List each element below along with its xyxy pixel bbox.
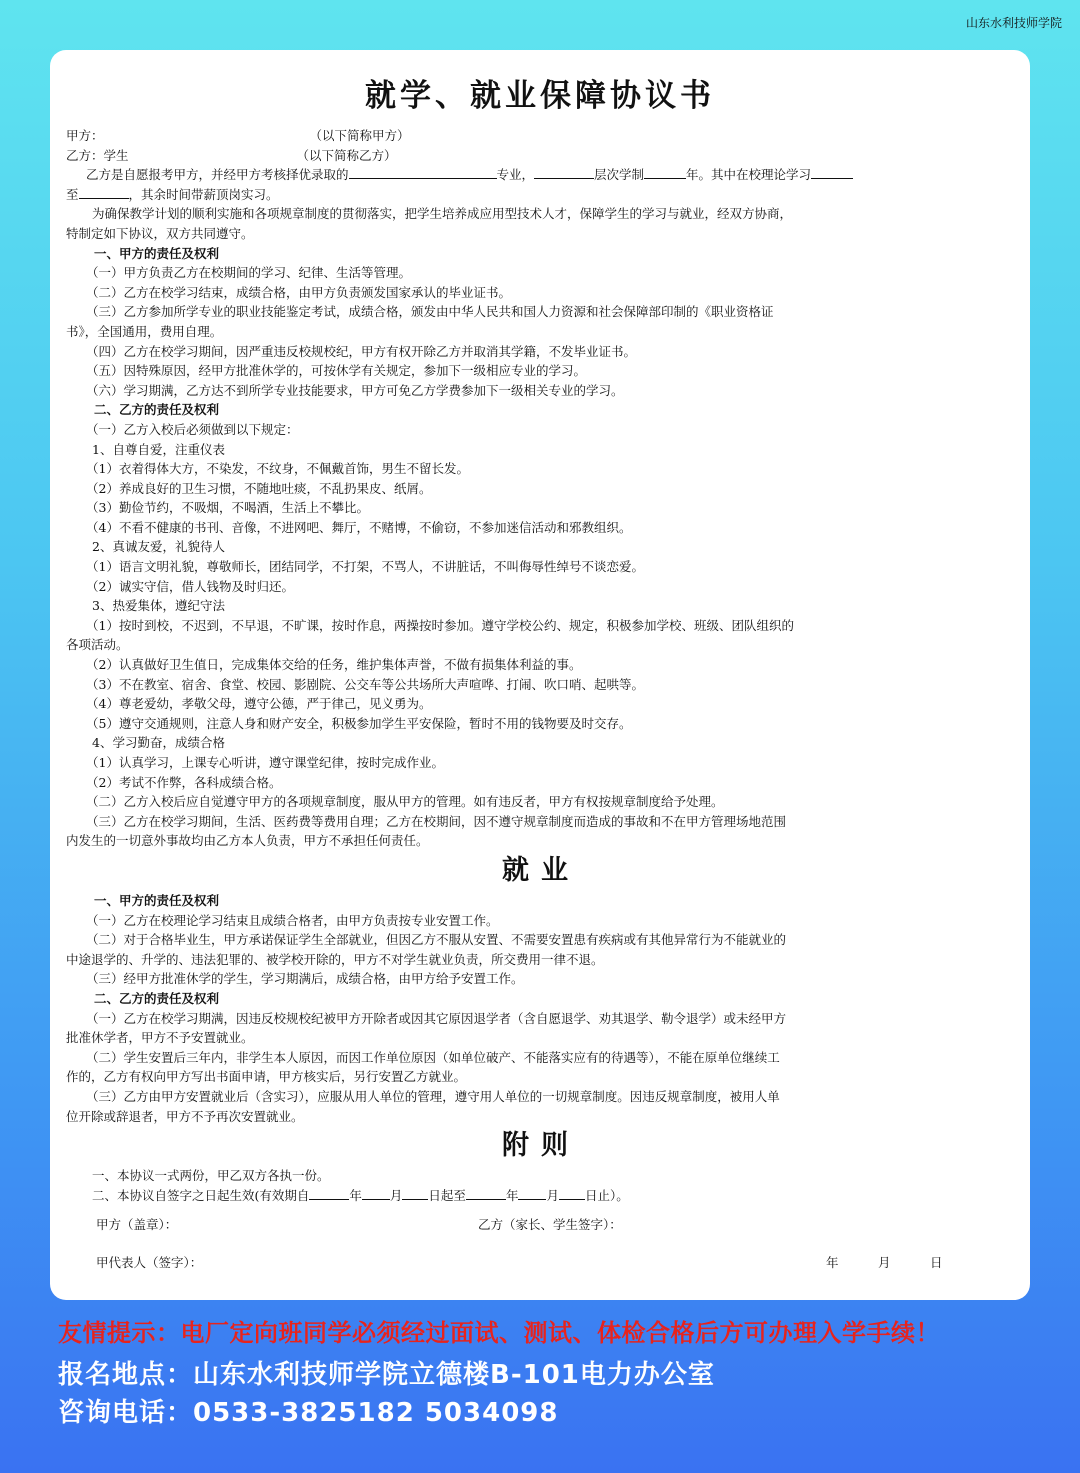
study-a2: （二）乙方在校学习结束，成绩合格，由甲方负责颁发国家承认的毕业证书。: [86, 284, 512, 300]
intro-text: 年。其中在校理论学习: [686, 167, 812, 183]
study-b0: （一）乙方入校后必须做到以下规定：: [86, 421, 299, 437]
year-text: 年: [505, 1187, 519, 1203]
rule-1-2: （2）养成良好的卫生习惯，不随地吐痰，不乱扔果皮、纸屑。: [86, 480, 432, 496]
study-a1: （一）甲方负责乙方在校期间的学习、纪律、生活等管理。: [86, 265, 412, 281]
rule-2-2: （2）诚实守信，借人钱物及时归还。: [86, 578, 294, 594]
rule-3-1-line2: 各项活动。: [66, 637, 129, 653]
rule-group-3: 3、热爱集体，遵纪守法: [92, 598, 225, 614]
employment-a2-line2: 中途退学的、升学的、违法犯罪的、被学校开除的，甲方不对学生就业负责，所交费用一律不退。: [66, 951, 604, 967]
start-year-blank[interactable]: [309, 1186, 349, 1200]
employment-b3-line2: 位开除或辞退者，甲方不予再次安置就业。: [66, 1108, 304, 1124]
intro-text: 至: [66, 186, 79, 202]
appendix-r1: 一、本协议一式两份，甲乙双方各执一份。: [92, 1168, 330, 1184]
rule-2-1: （1）语言文明礼貌，尊敬师长，团结同学，不打架，不骂人，不讲脏话，不叫侮辱性绰号不谈恋爱。: [86, 559, 644, 575]
study-party-b-heading: 二、乙方的责任及权利: [94, 402, 220, 418]
rule-3-4: （4）尊老爱幼，孝敬父母，遵守公德，严于律己，见义勇为。: [86, 696, 432, 712]
party-a-line: [66, 126, 1016, 146]
friendly-tip: 友情提示：电厂定向班同学必须经过面试、测试、体检合格后方可办理入学手续！: [58, 1319, 940, 1347]
purpose-line-2: 特制定如下协议，双方共同遵守。: [66, 225, 254, 241]
study-b3-line2: 内发生的一切意外事故均由乙方本人负责，甲方不承担任何责任。: [66, 833, 429, 849]
start-day-blank[interactable]: [402, 1186, 428, 1200]
school-name-tag: 山东水利技师学院: [965, 16, 1062, 30]
party-b-sign-label: 乙方（家长、学生签字）：: [478, 1217, 622, 1233]
study-a3-line2: 书》，全国通用，费用自理。: [66, 323, 223, 339]
rule-3-1-line1: （1）按时到校，不迟到，不早退，不旷课，按时作息，两操按时参加。遵守学校公约、规定，积极参加学校、班级、团队组织的: [86, 617, 794, 633]
party-a-label: 甲方：: [66, 128, 104, 143]
employment-b2-line1: （二）学生安置后三年内，非学生本人原因，而因工作单位原因（如单位破产、不能落实应有的待遇等），不能在原单位继续工: [86, 1049, 780, 1065]
intro-line-1: [66, 165, 1016, 185]
intro-text: 专业，: [496, 167, 535, 183]
appendix-section-title: 附则: [502, 1130, 580, 1162]
rule-3-3: （3）不在教室、宿舍、食堂、校园、影剧院、公交车等公共场所大声喧哗、打闹、吹口哨、起哄等。: [86, 676, 644, 692]
employment-b3-line1: （三）乙方由甲方安置就业后（含实习），应服从用人单位的管理，遵守用人单位的一切规章制度。因违反规章制度，被用人单: [86, 1088, 780, 1104]
agreement-title: 就学、就业保障协议书: [365, 78, 715, 114]
signature-row: [66, 1205, 1016, 1243]
employment-a2-line1: （二）对于合格毕业生，甲方承诺保证学生全部就业，但因乙方不服从安置、不需要安置患有疾病或有其他异常行为不能就业的: [86, 932, 787, 948]
party-b-note: （以下简称乙方）: [296, 147, 397, 163]
study-b3-line1: （三）乙方在校学习期间，生活、医药费等费用自理；乙方在校期间，因不遵守规章制度而造成的事故和不在甲方管理场地范围: [86, 813, 787, 829]
intro-line-2: [66, 185, 1016, 205]
employment-party-a-heading: 一、甲方的责任及权利: [94, 892, 220, 908]
month-text: 月: [546, 1187, 559, 1203]
representative-row: [66, 1243, 1016, 1281]
employment-a3: （三）经甲方批准休学的学生，学习期满后，成绩合格，由甲方给予安置工作。: [86, 971, 524, 987]
employment-section-title: 就业: [502, 854, 580, 886]
level-blank[interactable]: [534, 165, 594, 179]
theory-start-blank[interactable]: [811, 165, 853, 179]
registration-address: 报名地点：山东水利技师学院立德楼B-101电力办公室: [58, 1360, 715, 1390]
intro-text: 层次学制: [594, 167, 645, 183]
employment-b1-line2: 批准休学者，甲方不予安置就业。: [66, 1030, 254, 1046]
intro-text: 乙方是自愿报考甲方，并经甲方考核择优录取的: [86, 167, 349, 183]
rule-1-1: （1）衣着得体大方，不染发，不纹身，不佩戴首饰，男生不留长发。: [86, 461, 469, 477]
party-a-seal-label: 甲方（盖章）：: [96, 1217, 178, 1233]
party-a-note: （以下简称甲方）: [309, 128, 410, 143]
date-year-label: 年: [826, 1255, 839, 1271]
employment-party-b-heading: 二、乙方的责任及权利: [94, 990, 220, 1006]
end-day-blank[interactable]: [559, 1186, 585, 1200]
date-day-label: 日: [930, 1255, 943, 1271]
validity-text: 二、本协议自签字之日起生效(有效期自: [92, 1187, 310, 1203]
purpose-line-1: 为确保教学计划的顺利实施和各项规章制度的贯彻落实，把学生培养成应用型技术人才，保障学生的学习与就业，经双方协商，: [92, 206, 793, 222]
rule-3-5: （5）遵守交通规则，注意人身和财产安全，积极参加学生平安保险，暂时不用的钱物要及时交存。: [86, 715, 632, 731]
month-text: 月: [389, 1187, 403, 1203]
major-blank[interactable]: [349, 165, 497, 179]
rule-1-3: （3）勤俭节约，不吸烟，不喝酒，生活上不攀比。: [86, 500, 369, 516]
end-year-blank[interactable]: [466, 1186, 506, 1200]
rule-group-2: 2、真诚友爱，礼貌待人: [92, 539, 225, 555]
party-b-label: 乙方：学生: [66, 147, 129, 163]
day-from-text: 日起至: [428, 1187, 466, 1203]
agreement-paper: [50, 50, 1030, 1300]
agreement-body: [66, 126, 1016, 1281]
day-end-text: 日止）。: [584, 1187, 629, 1203]
rule-group-1: 1、自尊自爱，注重仪表: [92, 441, 225, 457]
rule-group-4: 4、学习勤奋，成绩合格: [92, 735, 225, 751]
years-blank[interactable]: [644, 165, 686, 179]
theory-end-blank[interactable]: [79, 185, 129, 199]
end-month-blank[interactable]: [518, 1186, 546, 1200]
date-month-label: 月: [878, 1255, 891, 1271]
consult-phone: 咨询电话：0533-3825182 5034098: [58, 1398, 559, 1428]
party-b-line: [66, 146, 1016, 166]
rule-4-2: （2）考试不作弊，各科成绩合格。: [86, 774, 282, 790]
employment-b2-line2: 作的，乙方有权向甲方写出书面申请，甲方核实后，另行安置乙方就业。: [66, 1069, 467, 1085]
rule-4-1: （1）认真学习，上课专心听讲，遵守课堂纪律，按时完成作业。: [86, 755, 444, 770]
employment-a1: （一）乙方在校理论学习结束且成绩合格者，由甲方负责按专业安置工作。: [86, 912, 499, 928]
appendix-r2: [66, 1186, 1016, 1206]
year-text: 年: [349, 1187, 362, 1203]
study-a5: （五）因特殊原因，经甲方批准休学的，可按休学有关规定，参加下一级相应专业的学习。: [86, 363, 587, 379]
study-a4: （四）乙方在校学习期间，因严重违反校规校纪，甲方有权开除乙方并取消其学籍，不发毕业证书。: [86, 343, 637, 359]
study-party-a-heading: 一、甲方的责任及权利: [94, 245, 220, 261]
rule-3-2: （2）认真做好卫生值日，完成集体交给的任务，维护集体声誉，不做有损集体利益的事。: [86, 657, 582, 673]
start-month-blank[interactable]: [362, 1186, 390, 1200]
intro-text: ，其余时间带薪顶岗实习。: [128, 186, 279, 202]
rule-1-4: （4）不看不健康的书刊、音像，不进网吧、舞厅，不赌博，不偷窃，不参加迷信活动和邪教组织。: [86, 519, 632, 535]
study-a6: （六）学习期满，乙方达不到所学专业技能要求，甲方可免乙方学费参加下一级相关专业的学习。: [86, 382, 624, 398]
study-a3-line1: （三）乙方参加所学专业的职业技能鉴定考试，成绩合格，颁发由中华人民共和国人力资源和社会保障部印制的《职业资格证: [86, 304, 774, 320]
representative-label: 甲代表人（签字）：: [96, 1255, 203, 1271]
study-b2: （二）乙方入校后应自觉遵守甲方的各项规章制度，服从甲方的管理。如有违反者，甲方有权按规章制度给予处理。: [86, 794, 724, 810]
employment-b1-line1: （一）乙方在校学习期满，因违反校规校纪被甲方开除者或因其它原因退学者（含自愿退学、劝其退学、勒令退学）或未经甲方: [86, 1010, 787, 1026]
